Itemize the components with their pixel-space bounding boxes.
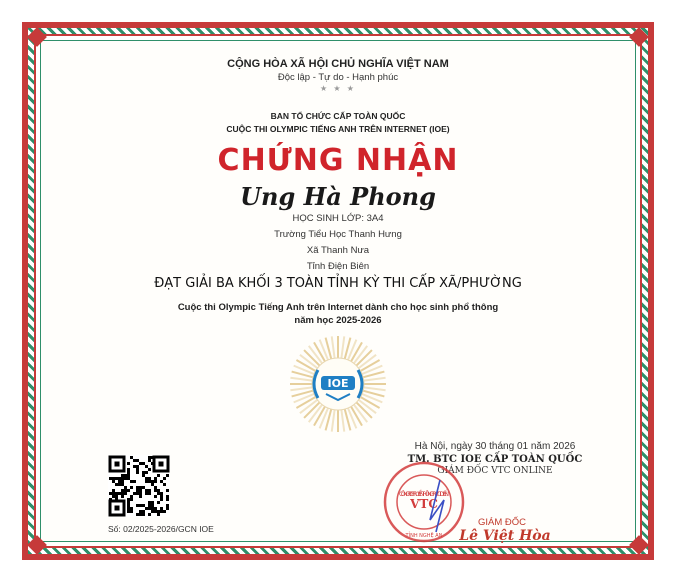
organizer-line-1: BAN TỔ CHỨC CẤP TOÀN QUỐC	[270, 111, 406, 121]
director-name: Lê Việt Hòa	[459, 528, 551, 544]
ioe-seal	[288, 334, 388, 434]
stamp-sub-text: TỈNH NGHỆ AN	[405, 533, 443, 539]
student-grade: HỌC SINH LỚP: 3A4	[292, 213, 384, 224]
organizer-line-2: CUỘC THI OLYMPIC TIẾNG ANH TRÊN INTERNET (IOE)	[226, 124, 450, 134]
on-behalf-heading: TM. BTC IOE CẤP TOÀN QUỐC	[407, 454, 583, 465]
recipient-name: Ung Hà Phong	[240, 182, 436, 211]
stamp-center-text: VTC	[410, 497, 438, 511]
stars-divider: ★ ★ ★	[320, 84, 356, 93]
contest-description: Cuộc thi Olympic Tiếng Anh trên Internet dành cho học sinh phổ thông	[177, 302, 499, 313]
school-year: năm học 2025-2026	[294, 315, 382, 326]
commune-name: Xã Thanh Nưa	[306, 245, 370, 256]
certificate-title: CHỨNG NHẬN	[217, 143, 459, 178]
qr-code-icon	[108, 455, 170, 517]
director-title: GIÁM ĐỐC	[477, 517, 527, 528]
province-name: Tỉnh Điện Biên	[306, 261, 370, 272]
ioe-logo-text: IOE	[327, 377, 349, 390]
nation-heading: CỘNG HÒA XÃ HỘI CHỦ NGHĨA VIỆT NAM	[227, 58, 449, 70]
issue-date: Hà Nội, ngày 30 tháng 01 năm 2026	[414, 441, 576, 452]
sunburst-icon	[288, 334, 388, 434]
school-name: Trường Tiểu Học Thanh Hưng	[274, 229, 402, 240]
award-line: ĐẠT GIẢI BA KHỐI 3 TOÀN TỈNH KỲ THI CẤP XÃ/PHƯỜNG	[154, 276, 522, 291]
signer-role: GIÁM ĐỐC VTC ONLINE	[437, 466, 553, 476]
stamp-ring-text: CÔNG TY CP TRUYỀN THÔNG TRỰC TUYẾN	[399, 491, 449, 498]
serial-number: Số: 02/2025-2026/GCN IOE	[108, 524, 214, 534]
motto: Độc lập - Tự do - Hạnh phúc	[277, 72, 399, 83]
